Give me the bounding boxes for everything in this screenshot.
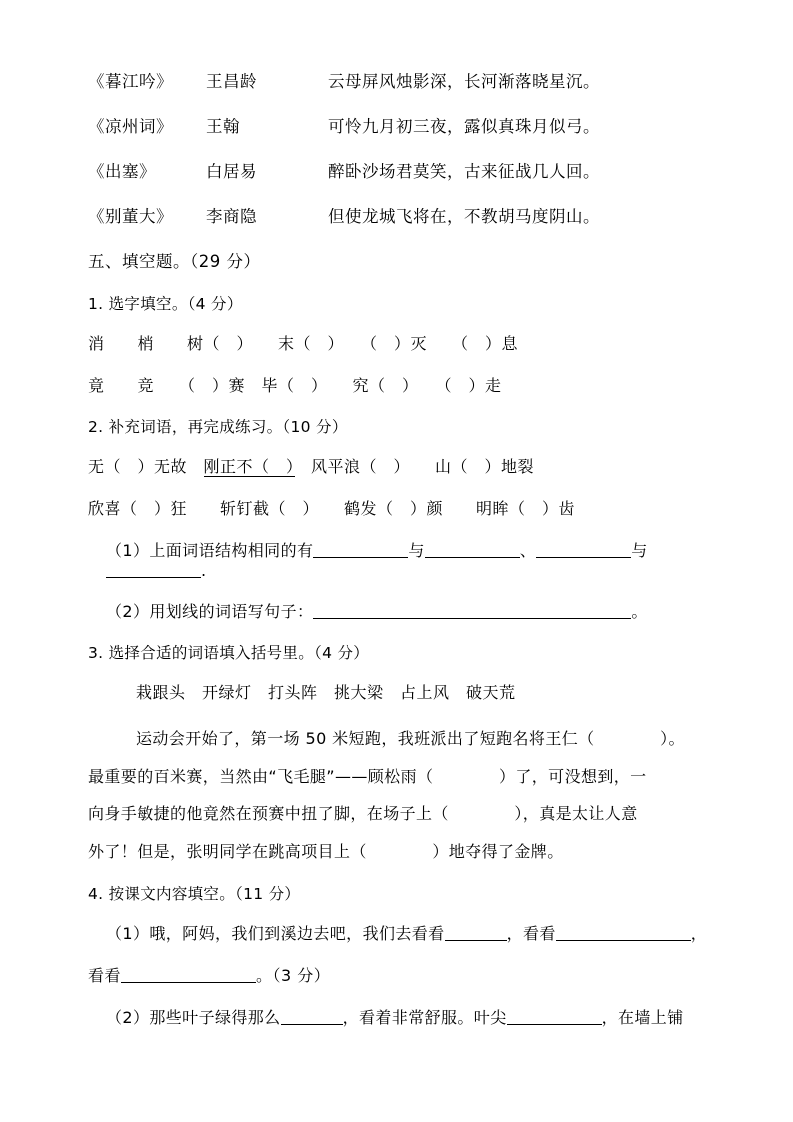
fill-blank[interactable] [281, 1008, 343, 1025]
q4-sub1-c: ， [690, 924, 708, 944]
poem-text: 云母屏风烛影深，长河渐落晓星沉。 [328, 72, 600, 91]
q4-sub1-a: （1）哦，阿妈，我们到溪边去吧，我们去看看 [106, 924, 445, 944]
q2-sub1-mid2: 、 [519, 541, 537, 560]
poem-text: 醉卧沙场君莫笑，古来征战几人回。 [328, 162, 600, 181]
question-2-label: 2. 补充词语，再完成练习。（10 分） [88, 418, 348, 436]
poem-text: 但使龙城飞将在，不教胡马度阴山。 [328, 207, 600, 226]
q2-part-c: 风平浪（ ） 山（ ）地裂 [294, 457, 535, 476]
fill-blank[interactable] [313, 541, 408, 558]
poem-author: 白居易 [206, 162, 257, 181]
fill-blank[interactable] [445, 924, 507, 941]
q2-underlined-idiom: 刚正不（ ） [203, 457, 295, 476]
question-2-line-2: 欣喜（ ）狂 斩钉截（ ） 鹤发（ ）颜 明眸（ ）齿 [88, 499, 576, 518]
q2-sub1-mid1: 与 [408, 541, 425, 560]
poem-title: 《出塞》 [88, 162, 156, 181]
poem-title: 《别董大》 [88, 207, 173, 226]
fill-blank[interactable] [313, 602, 631, 619]
question-4-sub-1-line-1 [88, 921, 718, 944]
table-row [88, 68, 718, 92]
question-3-word-bank: 栽跟头 开绿灯 打头阵 挑大梁 占上风 破天荒 [136, 683, 516, 702]
question-3-paragraph-line-2: 最重要的百米赛，当然由“飞毛腿”——顾松雨（ ）了，可没想到，一 [88, 766, 647, 786]
question-3-paragraph-line-1: 运动会开始了，第一场 50 米短跑，我班派出了短跑名将王仁（ ）。 [136, 729, 685, 748]
q2-sub2-text: （2）用划线的词语写句子： [106, 602, 314, 621]
fill-blank[interactable] [507, 1008, 602, 1025]
question-4-sub-1-line-2 [88, 963, 718, 986]
fill-blank[interactable] [556, 924, 691, 941]
q2-sub1-prefix: （1）上面词语结构相同的有 [106, 541, 314, 560]
q2-sub1-end: . [201, 561, 207, 580]
fill-blank[interactable] [121, 966, 256, 983]
section-heading-five: 五、填空题。（29 分） [88, 252, 261, 271]
question-2-sub-1 [88, 538, 718, 580]
poem-author: 王翰 [206, 117, 240, 136]
poem-title: 《凉州词》 [88, 117, 173, 136]
q4-sub2-b: ，看着非常舒服。叶尖 [342, 1008, 507, 1028]
q4-sub1-b: ，看看 [506, 924, 556, 944]
q2-part-a: 无（ ）无故 [88, 457, 204, 476]
question-4-label: 4. 按课文内容填空。（11 分） [88, 885, 301, 904]
question-1-line-2: 竟 竞 （ ）赛 毕（ ） 究（ ） （ ）走 [88, 376, 502, 395]
fill-blank[interactable] [536, 541, 631, 558]
poem-table [88, 68, 718, 227]
poem-text: 可怜九月初三夜，露似真珠月似弓。 [328, 117, 600, 136]
q2-sub1-mid3: 与 [631, 541, 648, 560]
question-3-paragraph-line-3: 向身手敏捷的他竟然在预赛中扭了脚，在场子上（ ），真是太让人意 [88, 804, 638, 824]
poem-title: 《暮江吟》 [88, 72, 173, 91]
table-row [88, 113, 718, 137]
question-1-line-1: 消 梢 树（ ） 末（ ） （ ）灭 （ ）息 [88, 334, 519, 353]
question-3-paragraph-line-4: 外了！但是，张明同学在跳高项目上（ ）地夺得了金牌。 [88, 841, 564, 861]
table-row [88, 203, 718, 227]
q4-sub2-a: （2）那些叶子绿得那么 [106, 1008, 281, 1028]
fill-blank[interactable] [106, 561, 201, 578]
q4-sub1-e: 。（3 分） [256, 966, 331, 986]
fill-blank[interactable] [425, 541, 520, 558]
document-content [88, 68, 718, 1047]
question-1-label: 1. 选字填空。（4 分） [88, 295, 243, 313]
table-row [88, 158, 718, 182]
poem-author: 李商隐 [206, 207, 257, 226]
question-2-sub-2: （2）用划线的词语写句子： 。 [106, 602, 648, 621]
question-3-label: 3. 选择合适的词语填入括号里。（4 分） [88, 644, 370, 662]
q4-sub2-c: ，在墙上铺 [601, 1008, 684, 1028]
q4-sub1-d: 看看 [88, 966, 122, 986]
question-2-line-1 [88, 454, 718, 477]
question-4-sub-2 [88, 1005, 718, 1028]
poem-author: 王昌龄 [206, 72, 257, 91]
